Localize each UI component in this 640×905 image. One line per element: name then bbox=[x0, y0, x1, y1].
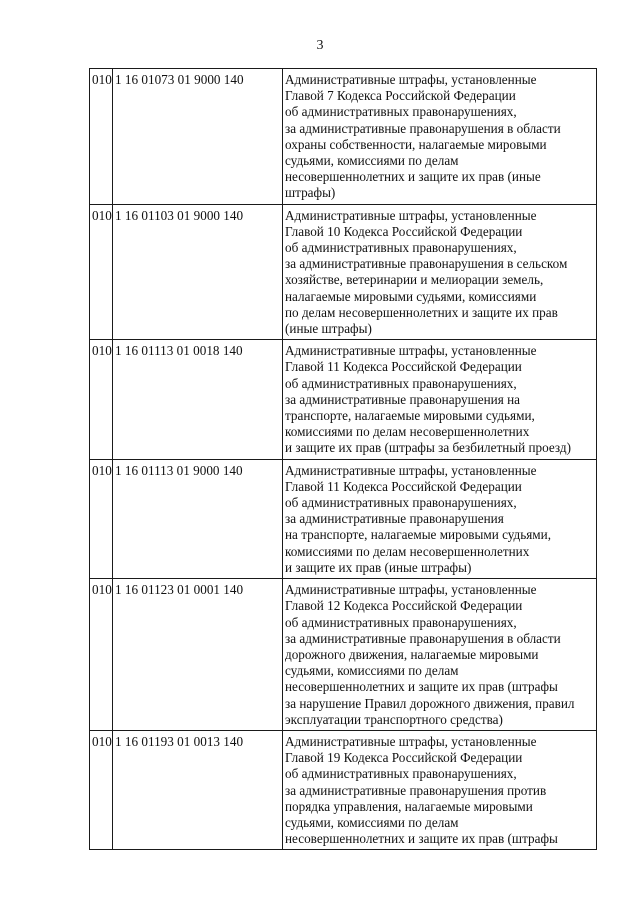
description-line: Главой 19 Кодекса Российской Федерации bbox=[285, 750, 523, 766]
description-line: об административных правонарушениях, bbox=[285, 104, 517, 120]
description-line: за административные правонарушения в области bbox=[285, 120, 561, 136]
description-line: Административные штрафы, установленные bbox=[285, 207, 537, 223]
description-line: Главой 12 Кодекса Российской Федерации bbox=[285, 598, 523, 614]
description-line: штрафы) bbox=[285, 185, 336, 201]
description-line: несовершеннолетних и защите их прав (штрафы bbox=[285, 831, 558, 847]
description-line: комиссиями по делам несовершеннолетних bbox=[285, 424, 530, 440]
table-row bbox=[90, 579, 597, 731]
description-line: комиссиями по делам несовершеннолетних bbox=[285, 543, 530, 559]
description-cell bbox=[283, 204, 597, 340]
description-line: об административных правонарушениях, bbox=[285, 375, 517, 391]
description-line: за административные правонарушения в области bbox=[285, 630, 561, 646]
table-body bbox=[90, 69, 597, 850]
budget-code-cell: 1 16 01193 01 0013 140 bbox=[113, 730, 283, 849]
description-line: за административные правонарушения против bbox=[285, 782, 547, 798]
description-line: Главой 10 Кодекса Российской Федерации bbox=[285, 223, 523, 239]
description-line: хозяйстве, ветеринарии и мелиорации земель, bbox=[285, 272, 544, 288]
budget-codes-table bbox=[89, 68, 597, 850]
description-line: Главой 11 Кодекса Российской Федерации bbox=[285, 359, 522, 375]
description-line: и защите их прав (штрафы за безбилетный проезд) bbox=[285, 440, 571, 456]
description-line: за административные правонарушения на bbox=[285, 391, 520, 407]
description-line: Административные штрафы, установленные bbox=[285, 72, 537, 87]
description-cell bbox=[283, 340, 597, 459]
description-line: об административных правонарушениях, bbox=[285, 614, 517, 630]
table-row bbox=[90, 69, 597, 205]
description-line: судьями, комиссиями по делам bbox=[285, 663, 459, 679]
budget-code-cell: 1 16 01113 01 9000 140 bbox=[113, 459, 283, 578]
table-row bbox=[90, 340, 597, 459]
admin-code-cell: 010 bbox=[90, 459, 113, 578]
description-line: несовершеннолетних и защите их прав (иные bbox=[285, 169, 541, 185]
description-line: эксплуатации транспортного средства) bbox=[285, 711, 503, 727]
description-line: порядка управления, налагаемые мировыми bbox=[285, 798, 533, 814]
description-line: Административные штрафы, установленные bbox=[285, 733, 537, 749]
table-row bbox=[90, 730, 597, 849]
budget-code-cell: 1 16 01123 01 0001 140 bbox=[113, 579, 283, 731]
admin-code-cell: 010 bbox=[90, 579, 113, 731]
description-line: за нарушение Правил дорожного движения, правил bbox=[285, 695, 575, 711]
budget-code-cell: 1 16 01103 01 9000 140 bbox=[113, 204, 283, 340]
description-line: за административные правонарушения в сельском bbox=[285, 256, 568, 272]
description-line: дорожного движения, налагаемые мировыми bbox=[285, 646, 539, 662]
admin-code-cell: 010 bbox=[90, 204, 113, 340]
description-line: об административных правонарушениях, bbox=[285, 495, 517, 511]
description-line: Административные штрафы, установленные bbox=[285, 462, 537, 478]
admin-code-cell: 010 bbox=[90, 69, 113, 205]
description-line: несовершеннолетних и защите их прав (штрафы bbox=[285, 679, 558, 695]
description-line: об административных правонарушениях, bbox=[285, 766, 517, 782]
admin-code-cell: 010 bbox=[90, 340, 113, 459]
description-line: Главой 7 Кодекса Российской Федерации bbox=[285, 88, 516, 104]
description-line: Административные штрафы, установленные bbox=[285, 343, 537, 359]
description-line: Административные штрафы, установленные bbox=[285, 582, 537, 598]
description-line: налагаемые мировыми судьями, комиссиями bbox=[285, 288, 537, 304]
description-line: по делам несовершеннолетних и защите их прав bbox=[285, 304, 558, 320]
budget-code-cell: 1 16 01113 01 0018 140 bbox=[113, 340, 283, 459]
description-line: судьями, комиссиями по делам bbox=[285, 814, 459, 830]
page-number: 3 bbox=[316, 38, 324, 53]
budget-code-cell: 1 16 01073 01 9000 140 bbox=[113, 69, 283, 205]
description-line: за административные правонарушения bbox=[285, 511, 504, 527]
description-line: и защите их прав (иные штрафы) bbox=[285, 559, 472, 575]
description-cell bbox=[283, 579, 597, 731]
admin-code-cell: 010 bbox=[90, 730, 113, 849]
description-line: судьями, комиссиями по делам bbox=[285, 153, 459, 169]
description-line: охраны собственности, налагаемые мировыми bbox=[285, 136, 547, 152]
table-row bbox=[90, 459, 597, 578]
description-line: Главой 11 Кодекса Российской Федерации bbox=[285, 478, 522, 494]
description-cell bbox=[283, 459, 597, 578]
description-line: (иные штрафы) bbox=[285, 321, 372, 337]
description-line: об административных правонарушениях, bbox=[285, 240, 517, 256]
description-line: на транспорте, налагаемые мировыми судьями, bbox=[285, 527, 552, 543]
description-cell bbox=[283, 730, 597, 849]
table-row bbox=[90, 204, 597, 340]
description-cell bbox=[283, 69, 597, 205]
description-line: транспорте, налагаемые мировыми судьями, bbox=[285, 408, 535, 424]
